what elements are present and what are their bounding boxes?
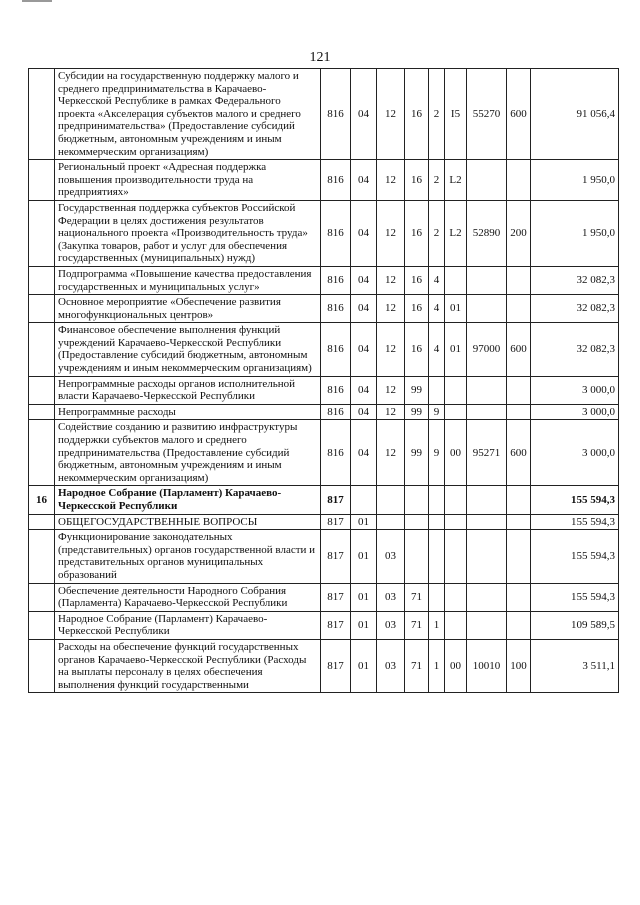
section-code-cell: 04 (351, 420, 377, 486)
section-code-cell: 01 (351, 514, 377, 530)
row-index-cell (29, 200, 55, 266)
program-code-cell: 16 (405, 160, 429, 201)
subprogram-code-cell: 9 (429, 404, 445, 420)
program-code-cell: 71 (405, 639, 429, 692)
table-row (29, 611, 619, 639)
direction-code-cell (467, 404, 507, 420)
row-index-cell (29, 639, 55, 692)
direction-code-cell (467, 583, 507, 611)
section-code-cell: 01 (351, 530, 377, 583)
ministry-code-cell: 816 (321, 200, 351, 266)
section-code-cell: 01 (351, 639, 377, 692)
activity-code-cell (445, 486, 467, 514)
amount-cell: 155 594,3 (531, 583, 619, 611)
table-row (29, 200, 619, 266)
subprogram-code-cell: 1 (429, 639, 445, 692)
row-index-cell (29, 160, 55, 201)
ministry-code-cell: 817 (321, 530, 351, 583)
subsection-code-cell: 12 (377, 323, 405, 376)
subsection-code-cell (377, 514, 405, 530)
ministry-code-cell: 816 (321, 323, 351, 376)
section-code-cell: 04 (351, 404, 377, 420)
row-index-cell (29, 376, 55, 404)
section-code-cell: 04 (351, 295, 377, 323)
section-code-cell: 01 (351, 611, 377, 639)
scan-corner-mark (22, 0, 52, 2)
row-name-cell: Непрограммные расходы (55, 404, 321, 420)
direction-code-cell (467, 530, 507, 583)
ministry-code-cell: 816 (321, 420, 351, 486)
amount-cell: 3 000,0 (531, 404, 619, 420)
ministry-code-cell: 817 (321, 583, 351, 611)
expense-type-cell (507, 376, 531, 404)
ministry-code-cell: 817 (321, 486, 351, 514)
row-name-cell: Региональный проект «Адресная поддержка повышения производительности труда на предприятиях» (55, 160, 321, 201)
amount-cell: 155 594,3 (531, 486, 619, 514)
amount-cell: 1 950,0 (531, 160, 619, 201)
program-code-cell: 16 (405, 266, 429, 294)
direction-code-cell (467, 514, 507, 530)
amount-cell: 1 950,0 (531, 200, 619, 266)
subsection-code-cell: 03 (377, 530, 405, 583)
table-row (29, 583, 619, 611)
activity-code-cell (445, 266, 467, 294)
subprogram-code-cell: 2 (429, 200, 445, 266)
row-index-cell (29, 583, 55, 611)
row-name-cell: Субсидии на государственную поддержку малого и среднего предпринимательства в Карачаево-Черкесской Республике в рамках Федерального проекта «Акселерация субъектов малого и среднего предпринимательства» (Предоставление субсидий бюджетным, автономным учреждениям и иным некоммерческим организациям) (55, 69, 321, 160)
amount-cell: 32 082,3 (531, 323, 619, 376)
expense-type-cell (507, 295, 531, 323)
program-code-cell: 16 (405, 295, 429, 323)
expense-type-cell (507, 160, 531, 201)
subprogram-code-cell (429, 530, 445, 583)
row-index-cell (29, 611, 55, 639)
subsection-code-cell: 12 (377, 200, 405, 266)
direction-code-cell (467, 611, 507, 639)
section-code-cell: 01 (351, 583, 377, 611)
section-code-cell: 04 (351, 376, 377, 404)
ministry-code-cell: 817 (321, 514, 351, 530)
table-row (29, 295, 619, 323)
table-row (29, 420, 619, 486)
row-index-cell (29, 69, 55, 160)
direction-code-cell: 52890 (467, 200, 507, 266)
expense-type-cell: 600 (507, 420, 531, 486)
amount-cell: 155 594,3 (531, 514, 619, 530)
table-row (29, 323, 619, 376)
subsection-code-cell: 12 (377, 266, 405, 294)
subprogram-code-cell (429, 376, 445, 404)
program-code-cell: 99 (405, 376, 429, 404)
row-name-cell: Народное Собрание (Парламент) Карачаево-Черкесской Республики (55, 611, 321, 639)
table-row (29, 404, 619, 420)
program-code-cell (405, 530, 429, 583)
row-index-cell (29, 295, 55, 323)
direction-code-cell: 95271 (467, 420, 507, 486)
expense-type-cell (507, 583, 531, 611)
row-name-cell: Основное мероприятие «Обеспечение развития многофункциональных центров» (55, 295, 321, 323)
row-name-cell: Финансовое обеспечение выполнения функций учреждений Карачаево-Черкесской Республики (Предоставление субсидий бюджетным, автономным учреждениям и иным некоммерческим организациям) (55, 323, 321, 376)
section-code-cell (351, 486, 377, 514)
activity-code-cell: 00 (445, 420, 467, 486)
amount-cell: 91 056,4 (531, 69, 619, 160)
table-row (29, 530, 619, 583)
expense-type-cell: 600 (507, 323, 531, 376)
activity-code-cell (445, 530, 467, 583)
ministry-code-cell: 817 (321, 611, 351, 639)
activity-code-cell: 01 (445, 295, 467, 323)
row-index-cell (29, 530, 55, 583)
amount-cell: 109 589,5 (531, 611, 619, 639)
program-code-cell: 71 (405, 611, 429, 639)
subsection-code-cell (377, 486, 405, 514)
direction-code-cell (467, 160, 507, 201)
activity-code-cell: L2 (445, 160, 467, 201)
subprogram-code-cell (429, 514, 445, 530)
program-code-cell (405, 514, 429, 530)
expense-type-cell (507, 266, 531, 294)
subprogram-code-cell: 4 (429, 295, 445, 323)
row-name-cell: Непрограммные расходы органов исполнительной власти Карачаево-Черкесской Республики (55, 376, 321, 404)
subsection-code-cell: 03 (377, 583, 405, 611)
ministry-code-cell: 817 (321, 639, 351, 692)
subprogram-code-cell: 2 (429, 69, 445, 160)
table-row (29, 69, 619, 160)
program-code-cell: 16 (405, 69, 429, 160)
subprogram-code-cell: 2 (429, 160, 445, 201)
table-row (29, 266, 619, 294)
amount-cell: 32 082,3 (531, 295, 619, 323)
activity-code-cell (445, 514, 467, 530)
subsection-code-cell: 12 (377, 69, 405, 160)
row-index-cell (29, 514, 55, 530)
section-code-cell: 04 (351, 200, 377, 266)
row-name-cell: Подпрограмма «Повышение качества предоставления государственных и муниципальных услуг» (55, 266, 321, 294)
activity-code-cell: L2 (445, 200, 467, 266)
subprogram-code-cell: 9 (429, 420, 445, 486)
section-code-cell: 04 (351, 69, 377, 160)
amount-cell: 155 594,3 (531, 530, 619, 583)
ministry-code-cell: 816 (321, 160, 351, 201)
program-code-cell: 99 (405, 404, 429, 420)
direction-code-cell (467, 295, 507, 323)
page-number: 121 (309, 50, 331, 65)
activity-code-cell: 01 (445, 323, 467, 376)
program-code-cell (405, 486, 429, 514)
section-code-cell: 04 (351, 266, 377, 294)
row-name-cell: Функционирование законодательных (представительных) органов государственной власти и представительных органов муниципальных образований (55, 530, 321, 583)
direction-code-cell: 10010 (467, 639, 507, 692)
activity-code-cell (445, 404, 467, 420)
row-name-cell: Обеспечение деятельности Народного Собрания (Парламента) Карачаево-Черкесской Республики (55, 583, 321, 611)
program-code-cell: 16 (405, 323, 429, 376)
expense-type-cell (507, 611, 531, 639)
program-code-cell: 16 (405, 200, 429, 266)
row-name-cell: Содействие созданию и развитию инфраструктуры поддержки субъектов малого и среднего предпринимательства (Предоставление субсидий бюджетным, автономным учреждениям и иным некоммерческим организациям) (55, 420, 321, 486)
direction-code-cell: 97000 (467, 323, 507, 376)
table-row (29, 639, 619, 692)
table-row (29, 486, 619, 514)
amount-cell: 3 511,1 (531, 639, 619, 692)
ministry-code-cell: 816 (321, 266, 351, 294)
program-code-cell: 99 (405, 420, 429, 486)
expense-type-cell (507, 486, 531, 514)
expense-type-cell (507, 514, 531, 530)
budget-table (28, 68, 619, 693)
expense-type-cell (507, 530, 531, 583)
row-name-cell: Государственная поддержка субъектов Российской Федерации в целях достижения результатов национального проекта «Производительность труда» (Закупка товаров, работ и услуг для обеспечения государственных (муниципальных) нужд) (55, 200, 321, 266)
expense-type-cell (507, 404, 531, 420)
subprogram-code-cell (429, 486, 445, 514)
amount-cell: 3 000,0 (531, 420, 619, 486)
subsection-code-cell: 12 (377, 420, 405, 486)
activity-code-cell: I5 (445, 69, 467, 160)
section-code-cell: 04 (351, 323, 377, 376)
table-row (29, 376, 619, 404)
subprogram-code-cell: 4 (429, 323, 445, 376)
table-row (29, 514, 619, 530)
row-index-cell (29, 323, 55, 376)
row-name-cell: ОБЩЕГОСУДАРСТВЕННЫЕ ВОПРОСЫ (55, 514, 321, 530)
row-name-cell: Народное Собрание (Парламент) Карачаево-Черкесской Республики (55, 486, 321, 514)
direction-code-cell (467, 266, 507, 294)
subprogram-code-cell: 1 (429, 611, 445, 639)
activity-code-cell (445, 583, 467, 611)
subsection-code-cell: 12 (377, 160, 405, 201)
subsection-code-cell: 12 (377, 404, 405, 420)
program-code-cell: 71 (405, 583, 429, 611)
direction-code-cell: 55270 (467, 69, 507, 160)
activity-code-cell: 00 (445, 639, 467, 692)
activity-code-cell (445, 376, 467, 404)
subsection-code-cell: 03 (377, 639, 405, 692)
subprogram-code-cell (429, 583, 445, 611)
direction-code-cell (467, 376, 507, 404)
amount-cell: 32 082,3 (531, 266, 619, 294)
expense-type-cell: 600 (507, 69, 531, 160)
amount-cell: 3 000,0 (531, 376, 619, 404)
direction-code-cell (467, 486, 507, 514)
subsection-code-cell: 12 (377, 376, 405, 404)
subprogram-code-cell: 4 (429, 266, 445, 294)
ministry-code-cell: 816 (321, 376, 351, 404)
subsection-code-cell: 03 (377, 611, 405, 639)
row-index-cell (29, 420, 55, 486)
ministry-code-cell: 816 (321, 295, 351, 323)
expense-type-cell: 100 (507, 639, 531, 692)
section-code-cell: 04 (351, 160, 377, 201)
ministry-code-cell: 816 (321, 69, 351, 160)
row-name-cell: Расходы на обеспечение функций государственных органов Карачаево-Черкесской Республики (Расходы на выплаты персоналу в целях обеспечения выполнения функций государственными (55, 639, 321, 692)
row-index-cell (29, 404, 55, 420)
expense-type-cell: 200 (507, 200, 531, 266)
subsection-code-cell: 12 (377, 295, 405, 323)
ministry-code-cell: 816 (321, 404, 351, 420)
table-row (29, 160, 619, 201)
row-index-cell: 16 (29, 486, 55, 514)
row-index-cell (29, 266, 55, 294)
table-body (29, 69, 619, 693)
activity-code-cell (445, 611, 467, 639)
